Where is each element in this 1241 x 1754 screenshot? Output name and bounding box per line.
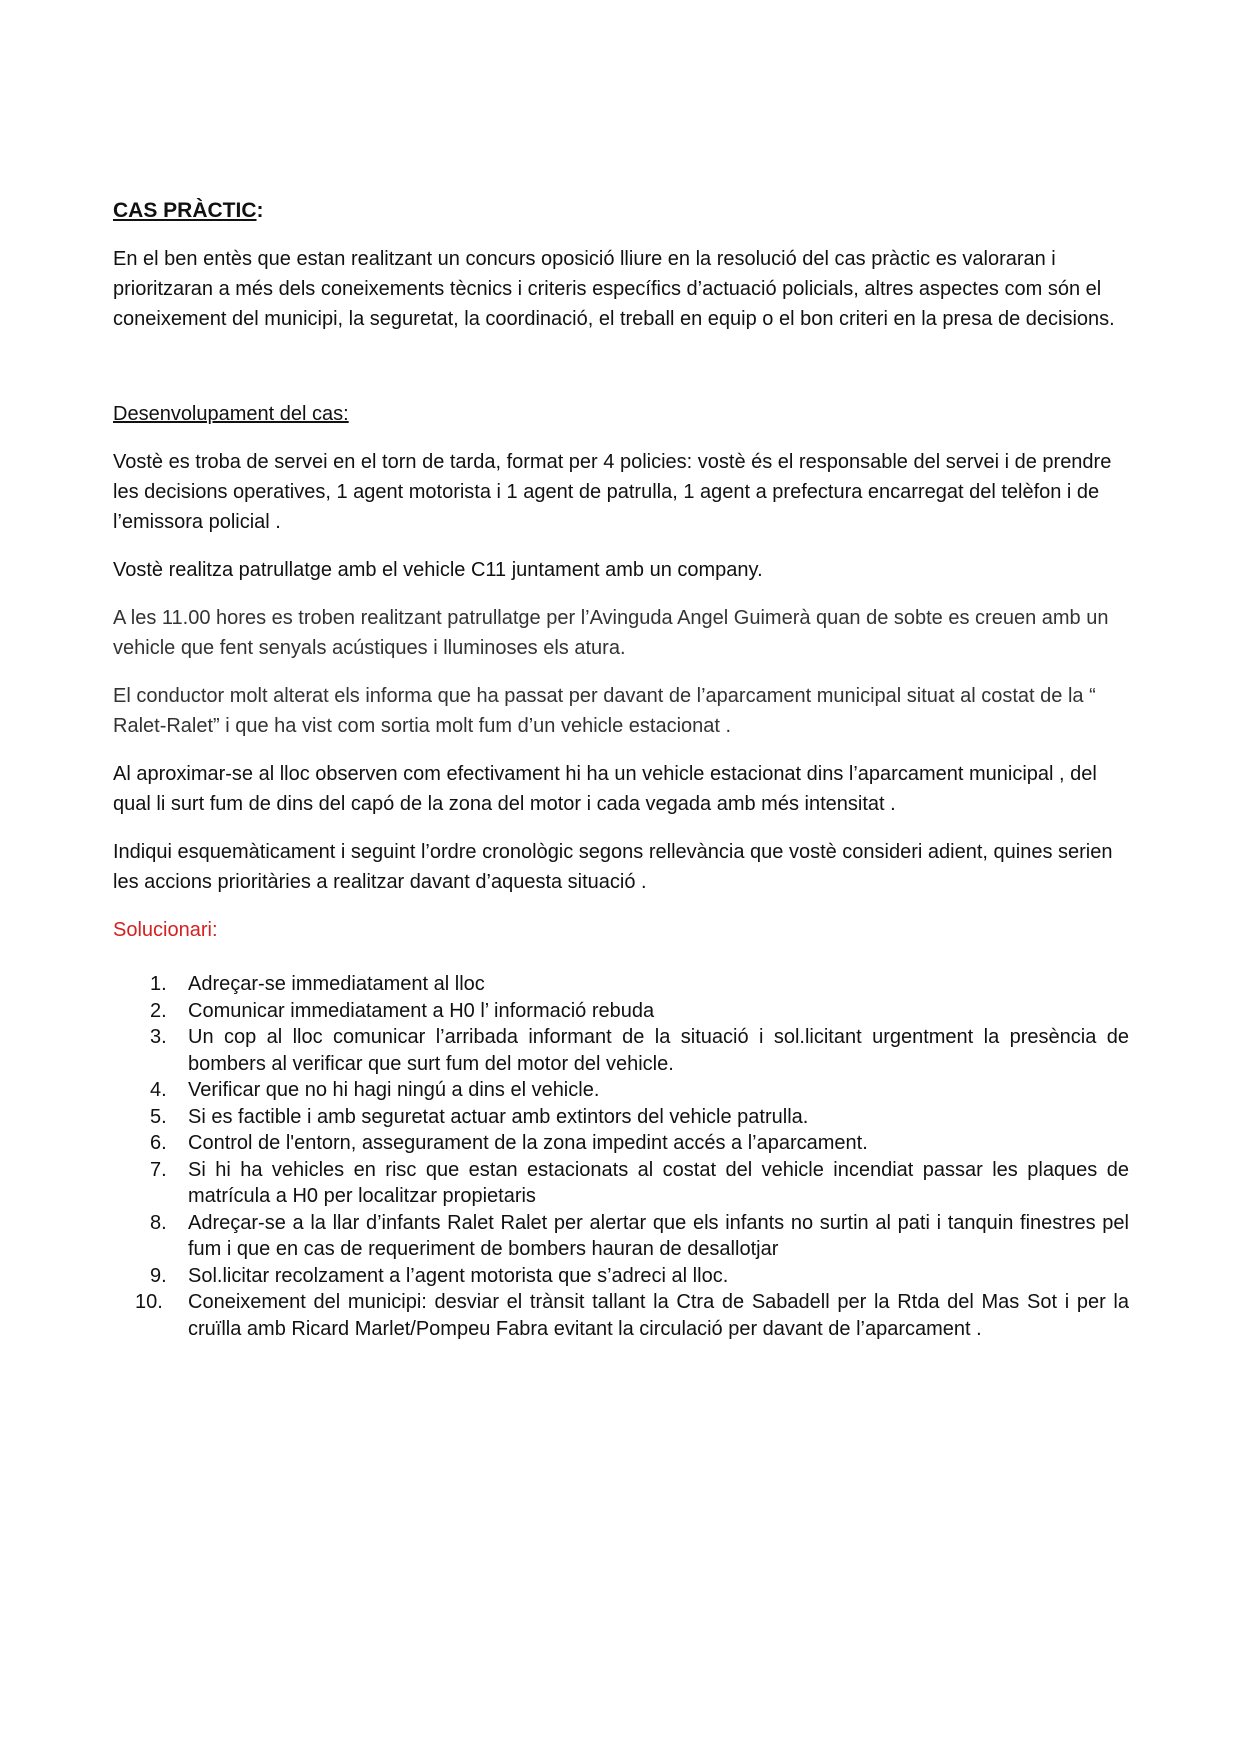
case-paragraph-2: Vostè realitza patrullatge amb el vehicle C11 juntament amb un company. xyxy=(113,559,763,581)
case-paragraph-4: El conductor molt alterat els informa que ha passat per davant de l’aparcament municipal situat al costat de la “ Ralet-Ralet” i que ha vist com sortia molt fum d’un vehicle estacionat . xyxy=(113,685,1096,737)
list-item xyxy=(113,971,1129,998)
page-title xyxy=(113,196,1129,226)
list-item-text: Sol.licitar recolzament a l’agent motorista que s’adreci al lloc. xyxy=(188,1264,729,1287)
list-item-number: 4. xyxy=(150,1079,167,1101)
list-item xyxy=(113,1024,1129,1077)
case-paragraph-3: A les 11.00 hores es troben realitzant patrullatge per l’Avinguda Angel Guimerà quan de sobte es creuen amb un vehicle que fent senyals acústiques i lluminoses els atura. xyxy=(113,607,1109,659)
list-item-number: 1. xyxy=(150,973,167,995)
page-title-colon: : xyxy=(256,199,264,222)
list-item xyxy=(113,1104,1129,1131)
list-item-text: Comunicar immediatament a H0 l’ informació rebuda xyxy=(188,999,655,1022)
document-content xyxy=(113,196,1129,1342)
case-paragraph-6: Indiqui esquemàticament i seguint l’ordre cronològic segons rellevància que vostè consideri adient, quines serien les accions prioritàries a realitzar davant d’aquesta situació . xyxy=(113,841,1113,893)
list-item xyxy=(113,1130,1129,1157)
list-item-text: Adreçar-se immediatament al lloc xyxy=(188,973,485,995)
list-item-text: Control de l'entorn, assegurament de la zona impedint accés a l’aparcament. xyxy=(188,1132,868,1154)
list-item-number: 9. xyxy=(150,1264,167,1287)
list-item-text: Un cop al lloc comunicar l’arribada informant de la situació i sol.licitant urgentment la presència de bombers al verificar que surt fum del motor del vehicle. xyxy=(188,1026,1129,1075)
list-item-number: 6. xyxy=(150,1132,167,1154)
case-paragraph-5: Al aproximar-se al lloc observen com efectivament hi ha un vehicle estacionat dins l’aparcament municipal , del qual li surt fum de dins del capó de la zona del motor i cada vegada amb més intensitat . xyxy=(113,763,1097,815)
list-item-number: 3. xyxy=(150,1026,167,1048)
intro-paragraph: En el ben entès que estan realitzant un concurs oposició lliure en la resolució del cas pràctic es valoraran i prioritzaran a més dels coneixements tècnics i criteris específics d’actuació policials, altres aspectes com són el coneixement del municipi, la seguretat, la coordinació, el treball en equip o el bon criteri en la presa de decisions. xyxy=(113,248,1115,330)
list-item-text: Verificar que no hi hagi ningú a dins el vehicle. xyxy=(188,1079,600,1101)
list-item-text: Adreçar-se a la llar d’infants Ralet Ralet per alertar que els infants no surtin al pati i tanquin finestres pel fum i que en cas de requeriment de bombers hauran de desallotjar xyxy=(188,1211,1129,1260)
list-item-number: 5. xyxy=(150,1105,167,1128)
list-item xyxy=(113,1157,1129,1210)
list-item xyxy=(113,1289,1129,1342)
page-title-text: CAS PRÀCTIC xyxy=(113,199,257,222)
list-item-text: Coneixement del municipi: desviar el trànsit tallant la Ctra de Sabadell per la Rtda del Mas Sot i per la cruïlla amb Ricard Marlet/Pompeu Fabra evitant la circulació per davant de l’aparcament . xyxy=(188,1291,1129,1340)
case-development-heading: Desenvolupament del cas: xyxy=(113,403,349,425)
case-paragraph-1: Vostè es troba de servei en el torn de tarda, format per 4 policies: vostè és el responsable del servei i de prendre les decisions operatives, 1 agent motorista i 1 agent de patrulla, 1 agent a prefectura encarregat del telèfon i de l’emissora policial . xyxy=(113,451,1112,533)
list-item-number: 2. xyxy=(150,999,167,1022)
solutions-heading: Solucionari: xyxy=(113,919,218,941)
list-item-number: 7. xyxy=(150,1158,167,1181)
solutions-list xyxy=(113,971,1129,1342)
list-item xyxy=(113,1077,1129,1104)
list-item-number: 8. xyxy=(150,1211,167,1234)
list-item-text: Si hi ha vehicles en risc que estan estacionats al costat del vehicle incendiat passar les plaques de matrícula a H0 per localitzar propietaris xyxy=(188,1158,1129,1207)
list-item xyxy=(113,998,1129,1025)
list-item-text: Si es factible i amb seguretat actuar amb extintors del vehicle patrulla. xyxy=(188,1105,809,1128)
list-item xyxy=(113,1210,1129,1263)
list-item xyxy=(113,1263,1129,1290)
list-item-number: 10. xyxy=(135,1291,163,1313)
